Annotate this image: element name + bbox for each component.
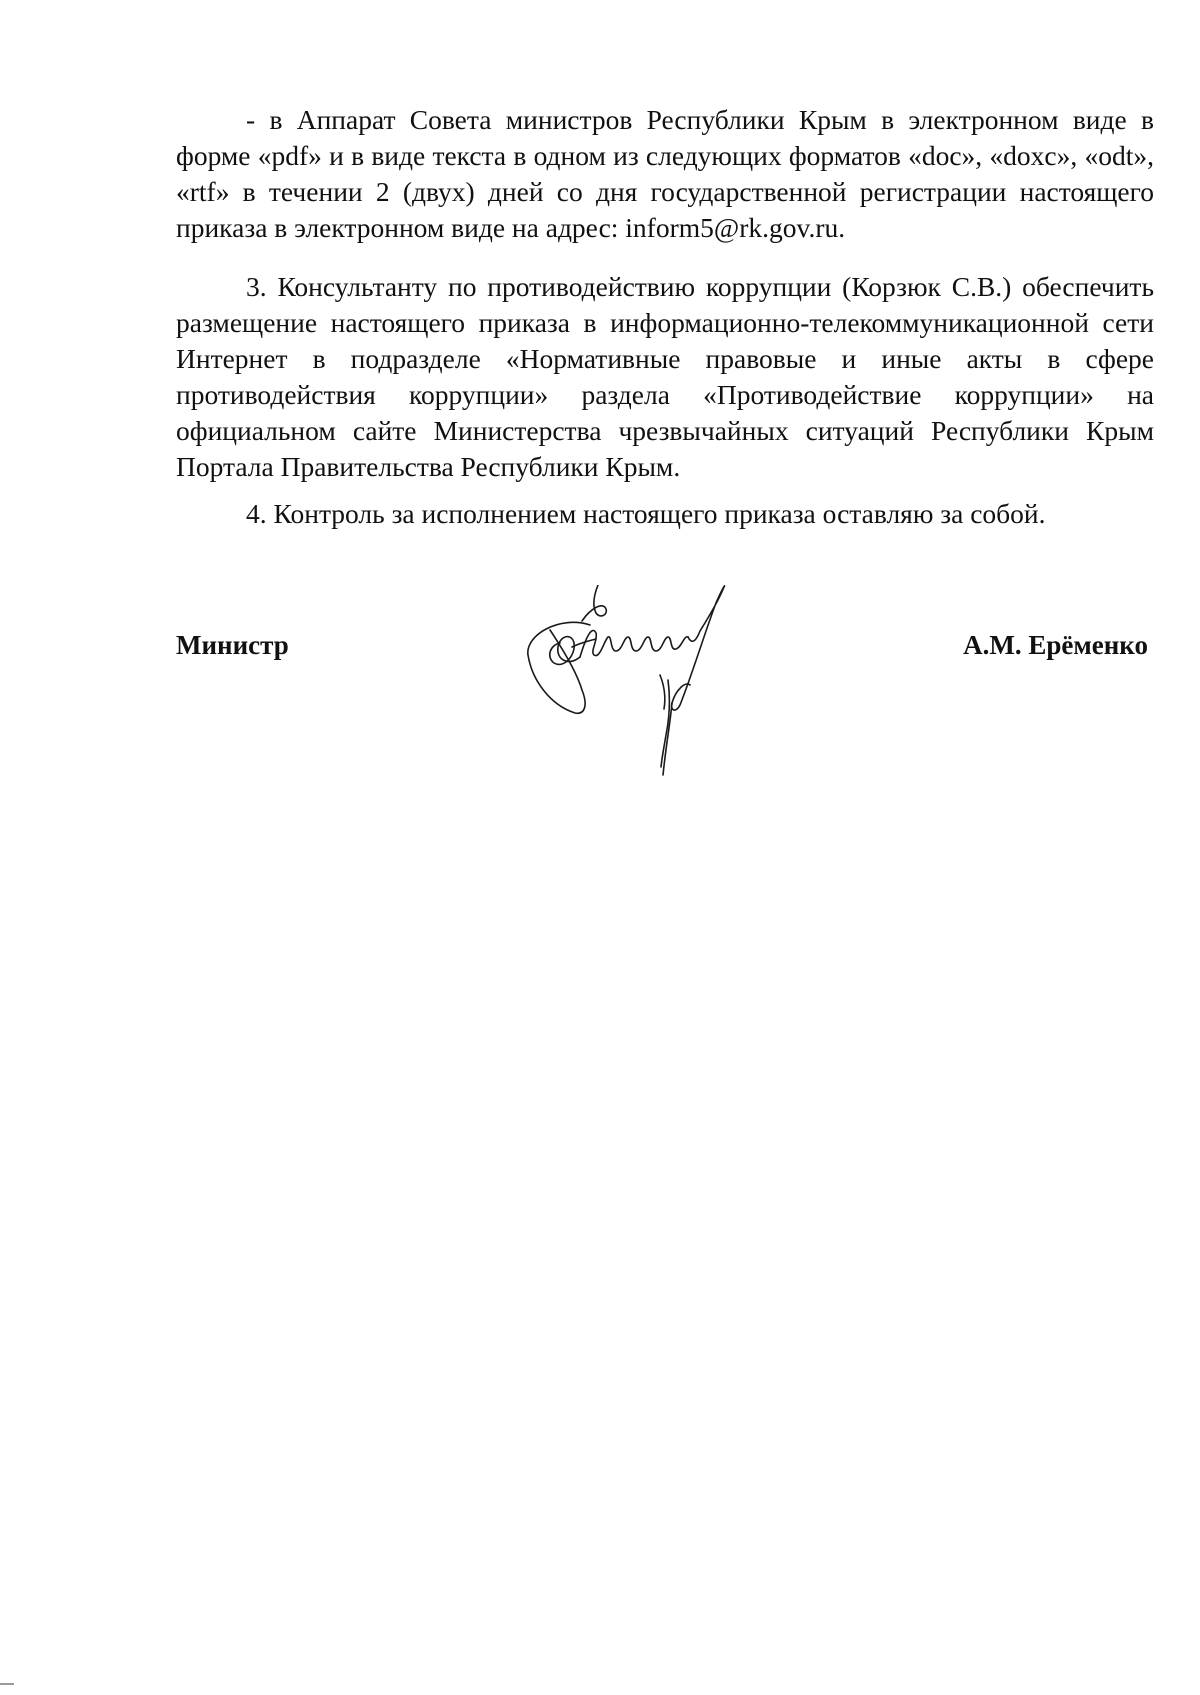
signatory-name: А.М. Ерёменко [963,630,1148,660]
paragraph-distribution: - в Аппарат Совета министров Республики Крым в электронном виде в форме «pdf» и в виде текста в одном из следующих форматов «doc», «doxc», «odt», «rtf» в течении 2 (двух) дней со дня государственной регистрации настоящего приказа в электронном виде на адрес: inform5@rk.gov.ru. [176,104,1154,243]
signatory-title: Министр [176,630,289,660]
handwritten-signature [520,585,780,785]
scan-edge-mark [0,1683,14,1685]
paragraph-item-4: 4. Контроль за исполнением настоящего приказа оставляю за собой. [246,498,1046,529]
paragraph-item-3: 3. Консультанту по противодействию коррупции (Корзюк С.В.) обеспечить размещение настоящего приказа в информационно-телекоммуникационной сети Интернет в подразделе «Нормативные правовые и иные акты в сфере противодействия коррупции» раздела «Противодействие коррупции» на официальном сайте Министерства чрезвычайных ситуаций Республики Крым Портала Правительства Республики Крым. [176,271,1154,482]
